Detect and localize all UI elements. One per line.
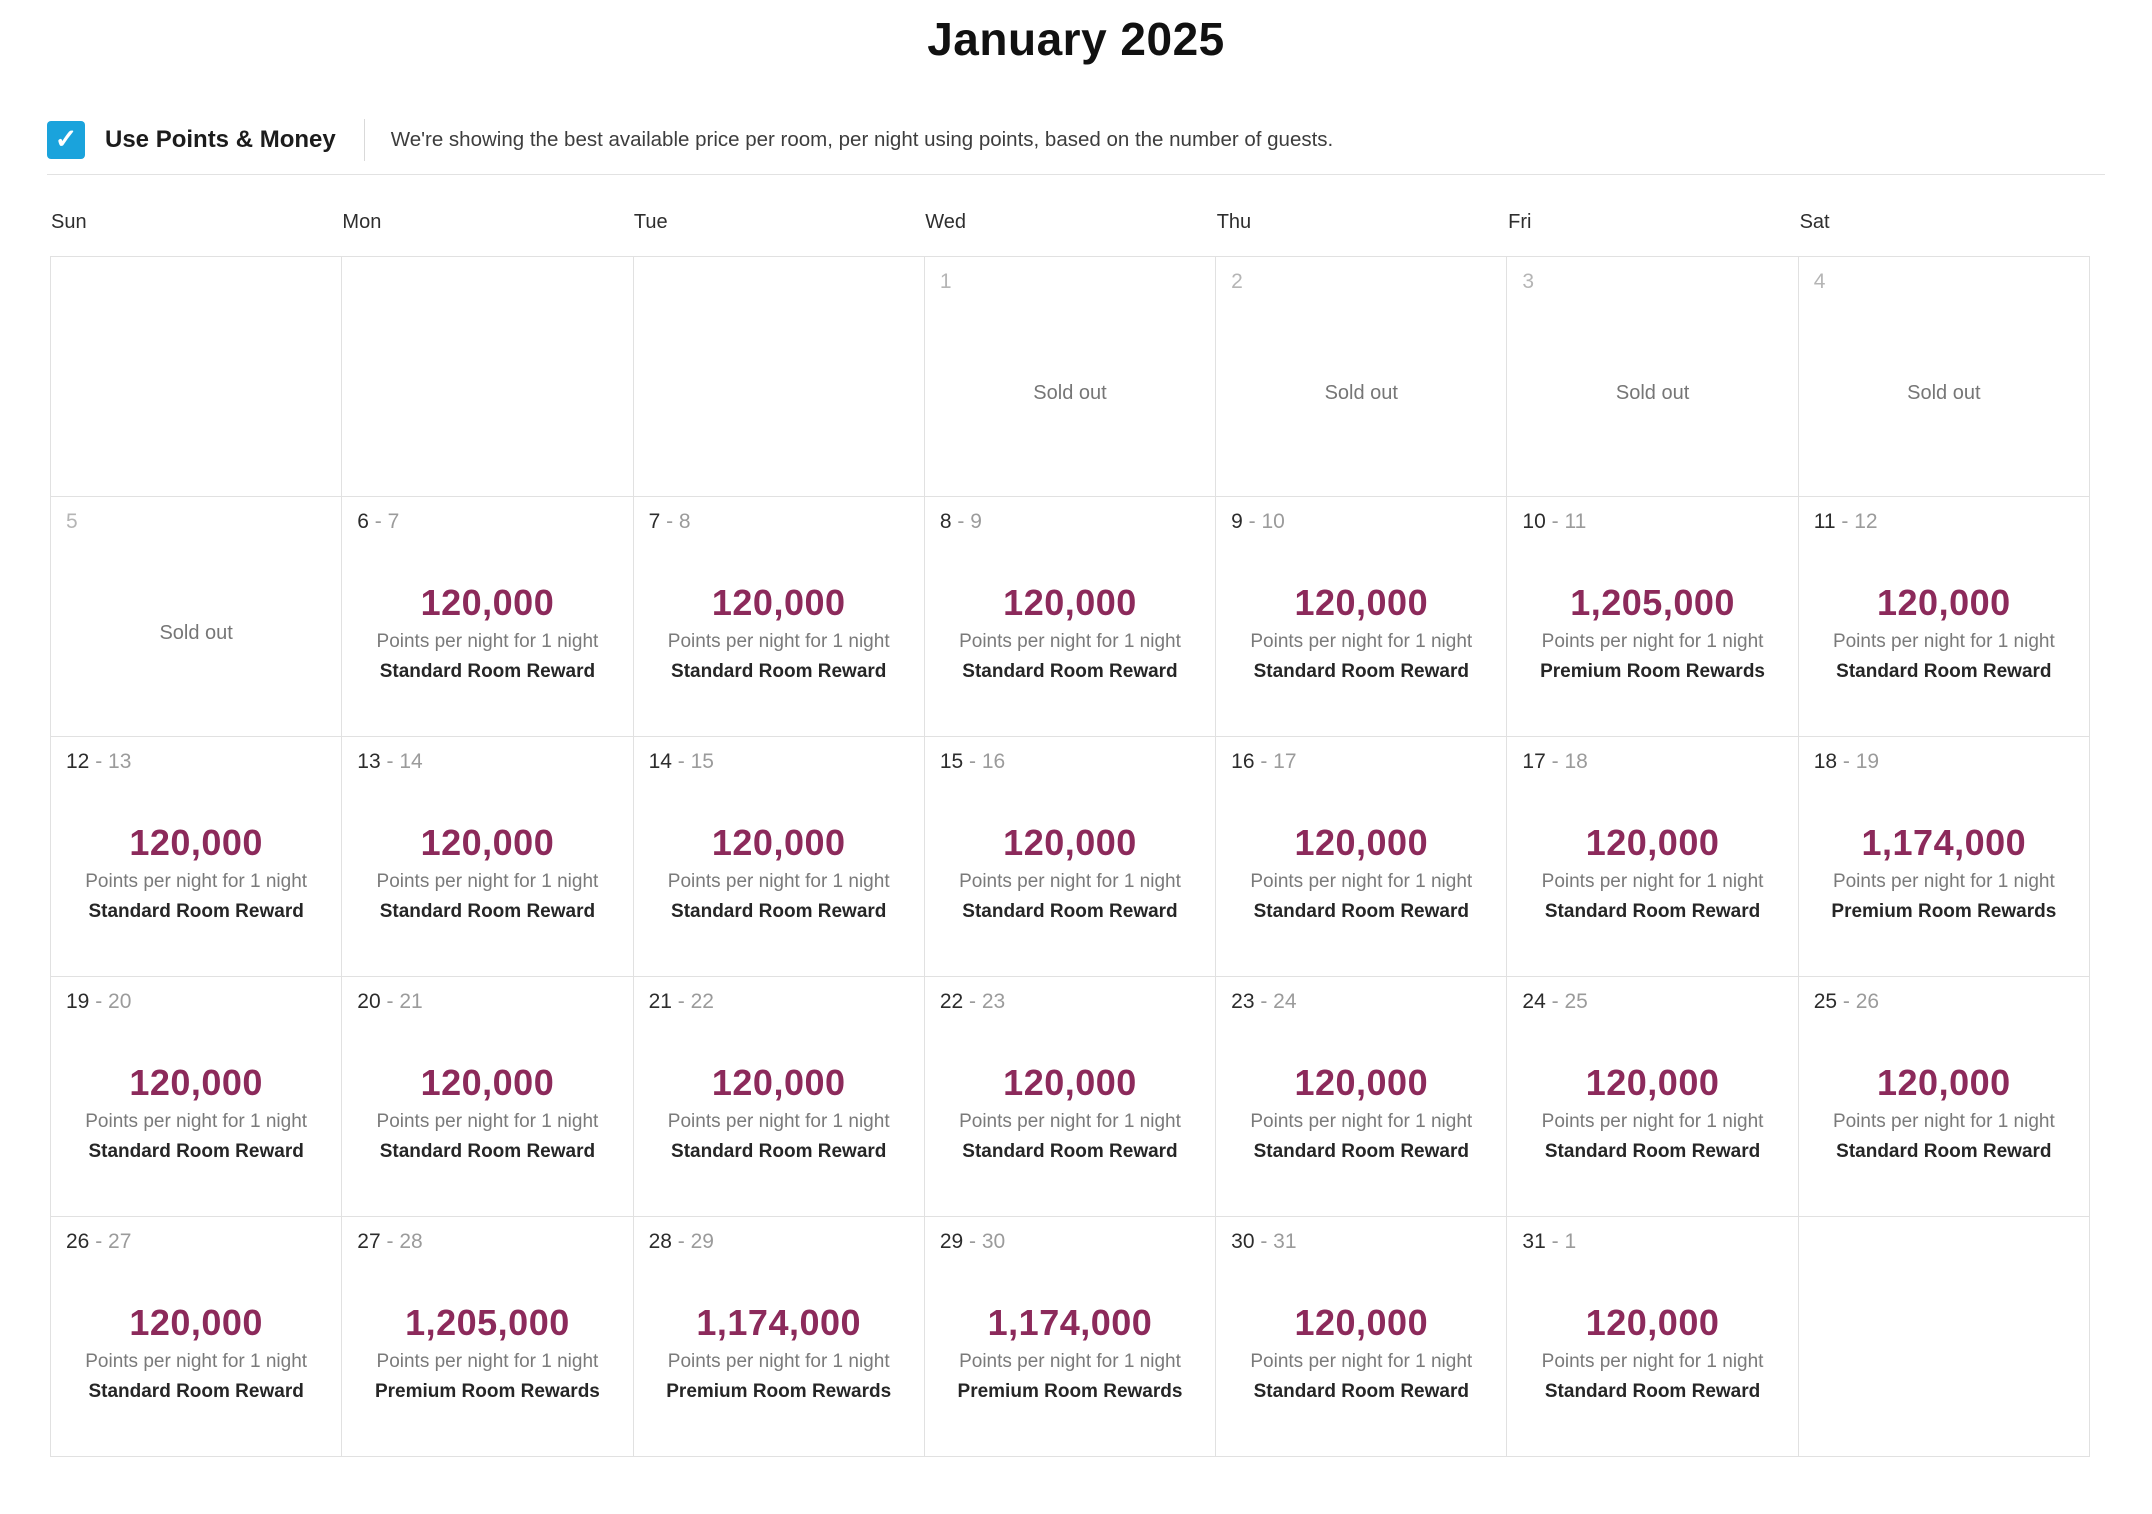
points-caption: Points per night for 1 night [1541, 630, 1764, 652]
day-range: 25 - 26 [1813, 990, 1880, 1013]
day-range: 24 - 25 [1522, 990, 1588, 1013]
day-range: 28 - 29 [648, 1230, 714, 1253]
calendar-day-cell[interactable] [342, 737, 633, 977]
day-range-separator: - [671, 990, 691, 1013]
calendar-day-cell[interactable] [1216, 737, 1507, 977]
room-type-label: Standard Room Reward [88, 1381, 304, 1403]
day-range-separator: - [380, 1230, 400, 1253]
calendar-day-cell[interactable] [925, 737, 1216, 977]
sold-out-label: Sold out [1615, 382, 1690, 404]
day-range: 18 - 19 [1813, 750, 1880, 773]
calendar-day-cell[interactable] [1799, 497, 2090, 737]
weekday-label: Thu [1216, 211, 1252, 233]
calendar-day-cell[interactable] [634, 737, 925, 977]
points-price: 120,000 [129, 1301, 263, 1343]
day-range: 17 - 18 [1522, 750, 1588, 773]
horizontal-divider [47, 174, 2105, 175]
room-type-label: Standard Room Reward [1836, 661, 2052, 683]
room-type-label: Standard Room Reward [671, 1141, 887, 1163]
calendar-day-cell[interactable] [51, 737, 342, 977]
room-type-label: Standard Room Reward [962, 1141, 1178, 1163]
calendar-empty-cell [634, 257, 925, 497]
room-type-label: Standard Room Reward [671, 661, 887, 683]
points-price: 120,000 [1877, 1061, 2011, 1103]
points-price: 120,000 [129, 1061, 263, 1103]
room-type-label: Standard Room Reward [962, 901, 1178, 923]
day-range-separator: - [671, 750, 691, 773]
points-price: 120,000 [1003, 581, 1137, 623]
use-points-checkbox[interactable] [47, 121, 85, 159]
day-range: 10 - 11 [1522, 510, 1587, 533]
room-type-label: Premium Room Rewards [957, 1381, 1183, 1403]
day-range: 19 - 20 [66, 990, 132, 1013]
calendar-day-cell [51, 497, 342, 737]
day-range: 8 - 9 [939, 510, 982, 533]
day-range-separator: - [1545, 750, 1565, 773]
day-range: 31 - 1 [1522, 1230, 1577, 1253]
calendar-day-cell[interactable] [925, 497, 1216, 737]
room-type-label: Standard Room Reward [379, 1141, 596, 1163]
points-caption: Points per night for 1 night [1250, 870, 1473, 892]
vertical-divider [364, 119, 365, 161]
points-caption: Points per night for 1 night [667, 1110, 890, 1132]
points-price: 1,174,000 [696, 1301, 862, 1343]
points-caption: Points per night for 1 night [1541, 1350, 1764, 1372]
points-price: 120,000 [1003, 821, 1137, 863]
calendar-day-cell[interactable] [51, 1217, 342, 1457]
calendar-day-cell[interactable] [1216, 497, 1507, 737]
points-price: 120,000 [1585, 1061, 1720, 1103]
calendar-day-cell [1216, 257, 1507, 497]
points-price: 120,000 [711, 821, 846, 863]
weekday-label: Sat [1799, 211, 1830, 233]
points-caption: Points per night for 1 night [667, 1350, 890, 1372]
room-type-label: Standard Room Reward [1544, 901, 1761, 923]
calendar-day-cell[interactable] [51, 977, 342, 1217]
points-caption: Points per night for 1 night [959, 1350, 1181, 1372]
points-caption: Points per night for 1 night [1250, 630, 1473, 652]
day-range-separator: - [951, 510, 971, 533]
day-range-separator: - [89, 750, 109, 773]
day-number: 2 [1231, 270, 1243, 293]
calendar-day-cell[interactable] [1216, 977, 1507, 1217]
calendar-day-cell[interactable] [1507, 977, 1798, 1217]
points-caption: Points per night for 1 night [1832, 1110, 2055, 1132]
day-range: 6 - 7 [357, 510, 400, 533]
room-type-label: Standard Room Reward [1253, 661, 1469, 683]
calendar-day-cell [1799, 257, 2090, 497]
room-type-label: Standard Room Reward [88, 1141, 304, 1163]
calendar-grid [50, 256, 2090, 1457]
day-range: 20 - 21 [357, 990, 423, 1013]
points-price: 120,000 [1003, 1061, 1137, 1103]
calendar-day-cell[interactable] [342, 1217, 633, 1457]
points-calendar-page [0, 12, 2152, 1514]
day-range: 16 - 17 [1231, 750, 1297, 773]
day-range-separator: - [963, 750, 982, 773]
calendar-day-cell[interactable] [925, 977, 1216, 1217]
room-type-label: Premium Room Rewards [1540, 661, 1766, 683]
points-price: 1,174,000 [1861, 821, 2027, 863]
points-caption: Points per night for 1 night [376, 1110, 599, 1132]
points-price: 120,000 [1585, 821, 1720, 863]
calendar-day-cell[interactable] [634, 497, 925, 737]
points-toggle-row [47, 112, 2152, 168]
day-range: 26 - 27 [66, 1230, 132, 1253]
day-range: 9 - 10 [1231, 510, 1285, 533]
day-range-separator: - [1837, 750, 1856, 773]
points-price: 120,000 [420, 581, 555, 623]
calendar-empty-cell [342, 257, 633, 497]
weekday-label: Sun [51, 211, 87, 233]
room-type-label: Standard Room Reward [88, 901, 304, 923]
points-caption: Points per night for 1 night [376, 870, 599, 892]
use-points-label[interactable]: Use Points & Money [105, 126, 336, 153]
points-caption: Points per night for 1 night [1541, 870, 1764, 892]
day-range-separator: - [1254, 750, 1274, 773]
day-range: 23 - 24 [1231, 990, 1297, 1013]
points-price: 120,000 [420, 821, 555, 863]
day-range-separator: - [1242, 510, 1262, 533]
sold-out-label: Sold out [159, 622, 233, 644]
room-type-label: Standard Room Reward [962, 661, 1178, 683]
day-range: 14 - 15 [648, 750, 714, 773]
day-range: 21 - 22 [648, 990, 714, 1013]
points-price: 120,000 [129, 821, 263, 863]
check-icon: ✓ [54, 123, 78, 154]
room-type-label: Standard Room Reward [379, 661, 596, 683]
day-range-separator: - [1837, 990, 1856, 1013]
calendar-day-cell[interactable] [342, 497, 633, 737]
calendar-day-cell[interactable] [634, 977, 925, 1217]
points-caption: Points per night for 1 night [85, 1110, 308, 1132]
calendar-day-cell[interactable] [1507, 497, 1798, 737]
day-range-separator: - [1254, 1230, 1274, 1253]
day-range-separator: - [1545, 1230, 1565, 1253]
points-caption: Points per night for 1 night [959, 1110, 1181, 1132]
calendar-day-cell[interactable] [1507, 1217, 1798, 1457]
calendar-empty-cell [1799, 1217, 2090, 1457]
calendar-day-cell[interactable] [925, 1217, 1216, 1457]
calendar-day-cell[interactable] [1799, 737, 2090, 977]
day-number: 4 [1813, 270, 1826, 293]
weekday-label: Wed [925, 211, 967, 233]
points-caption: Points per night for 1 night [376, 1350, 599, 1372]
day-range-separator: - [963, 990, 982, 1013]
weekday-label: Mon [342, 211, 382, 233]
points-price: 1,174,000 [987, 1301, 1153, 1343]
points-price: 1,205,000 [405, 1301, 570, 1343]
points-caption: Points per night for 1 night [85, 1350, 308, 1372]
points-caption: Points per night for 1 night [667, 630, 890, 652]
room-type-label: Premium Room Rewards [666, 1381, 892, 1403]
day-range-separator: - [368, 510, 388, 533]
points-caption: Points per night for 1 night [959, 870, 1181, 892]
day-range: 7 - 8 [648, 510, 691, 533]
day-range-separator: - [1545, 510, 1565, 533]
day-range-separator: - [963, 1230, 982, 1253]
room-type-label: Premium Room Rewards [1831, 901, 2057, 923]
weekday-header-row [50, 211, 2090, 234]
room-type-label: Premium Room Rewards [374, 1381, 600, 1403]
sold-out-label: Sold out [1324, 382, 1398, 404]
points-price: 1,205,000 [1570, 581, 1735, 623]
day-range-separator: - [380, 990, 400, 1013]
points-price: 120,000 [1294, 581, 1429, 623]
weekday-label: Fri [1508, 211, 1532, 233]
sold-out-label: Sold out [1907, 382, 1981, 404]
room-type-label: Standard Room Reward [1253, 1381, 1469, 1403]
day-range: 30 - 31 [1231, 1230, 1297, 1253]
calendar-day-cell[interactable] [1216, 1217, 1507, 1457]
points-caption: Points per night for 1 night [1832, 630, 2055, 652]
day-range: 29 - 30 [939, 1230, 1006, 1253]
day-number: 1 [939, 270, 952, 293]
points-price: 120,000 [1585, 1301, 1720, 1343]
calendar-day-cell [1507, 257, 1798, 497]
room-type-label: Standard Room Reward [671, 901, 887, 923]
points-caption: Points per night for 1 night [1832, 870, 2055, 892]
page-title: January 2025 [927, 13, 1225, 65]
calendar-day-cell [925, 257, 1216, 497]
day-range-separator: - [1835, 510, 1855, 533]
points-price: 120,000 [1294, 1301, 1429, 1343]
room-type-label: Standard Room Reward [1544, 1141, 1761, 1163]
day-range: 12 - 13 [66, 750, 132, 773]
points-description: We're showing the best available price per room, per night using points, based on the number of guests. [390, 128, 1334, 151]
day-range: 13 - 14 [357, 750, 423, 773]
calendar-day-cell[interactable] [1507, 737, 1798, 977]
points-price: 120,000 [420, 1061, 555, 1103]
room-type-label: Standard Room Reward [1253, 901, 1469, 923]
calendar-empty-cell [51, 257, 342, 497]
day-number: 3 [1522, 270, 1535, 293]
calendar-day-cell[interactable] [1799, 977, 2090, 1217]
points-caption: Points per night for 1 night [85, 870, 308, 892]
points-price: 120,000 [1294, 821, 1429, 863]
day-range-separator: - [660, 510, 679, 533]
room-type-label: Standard Room Reward [1253, 1141, 1469, 1163]
points-price: 120,000 [711, 1061, 846, 1103]
points-caption: Points per night for 1 night [1250, 1350, 1473, 1372]
room-type-label: Standard Room Reward [379, 901, 596, 923]
day-range-separator: - [1545, 990, 1565, 1013]
calendar-day-cell[interactable] [634, 1217, 925, 1457]
points-price: 120,000 [1877, 581, 2011, 623]
points-caption: Points per night for 1 night [959, 630, 1181, 652]
weekday-label: Tue [633, 211, 668, 233]
day-range: 11 - 12 [1813, 510, 1878, 533]
sold-out-label: Sold out [1033, 382, 1107, 404]
points-caption: Points per night for 1 night [1541, 1110, 1764, 1132]
day-range: 22 - 23 [939, 990, 1006, 1013]
room-type-label: Standard Room Reward [1836, 1141, 2052, 1163]
room-type-label: Standard Room Reward [1544, 1381, 1761, 1403]
day-range-separator: - [671, 1230, 691, 1253]
day-range-separator: - [89, 990, 109, 1013]
day-range: 27 - 28 [357, 1230, 423, 1253]
day-range-separator: - [380, 750, 400, 773]
calendar-day-cell[interactable] [342, 977, 633, 1217]
points-price: 120,000 [1294, 1061, 1429, 1103]
points-caption: Points per night for 1 night [376, 630, 599, 652]
day-range-separator: - [1254, 990, 1274, 1013]
points-caption: Points per night for 1 night [667, 870, 890, 892]
day-number: 5 [66, 510, 78, 533]
points-price: 120,000 [711, 581, 846, 623]
points-caption: Points per night for 1 night [1250, 1110, 1473, 1132]
day-range: 15 - 16 [939, 750, 1006, 773]
day-range-separator: - [89, 1230, 109, 1253]
